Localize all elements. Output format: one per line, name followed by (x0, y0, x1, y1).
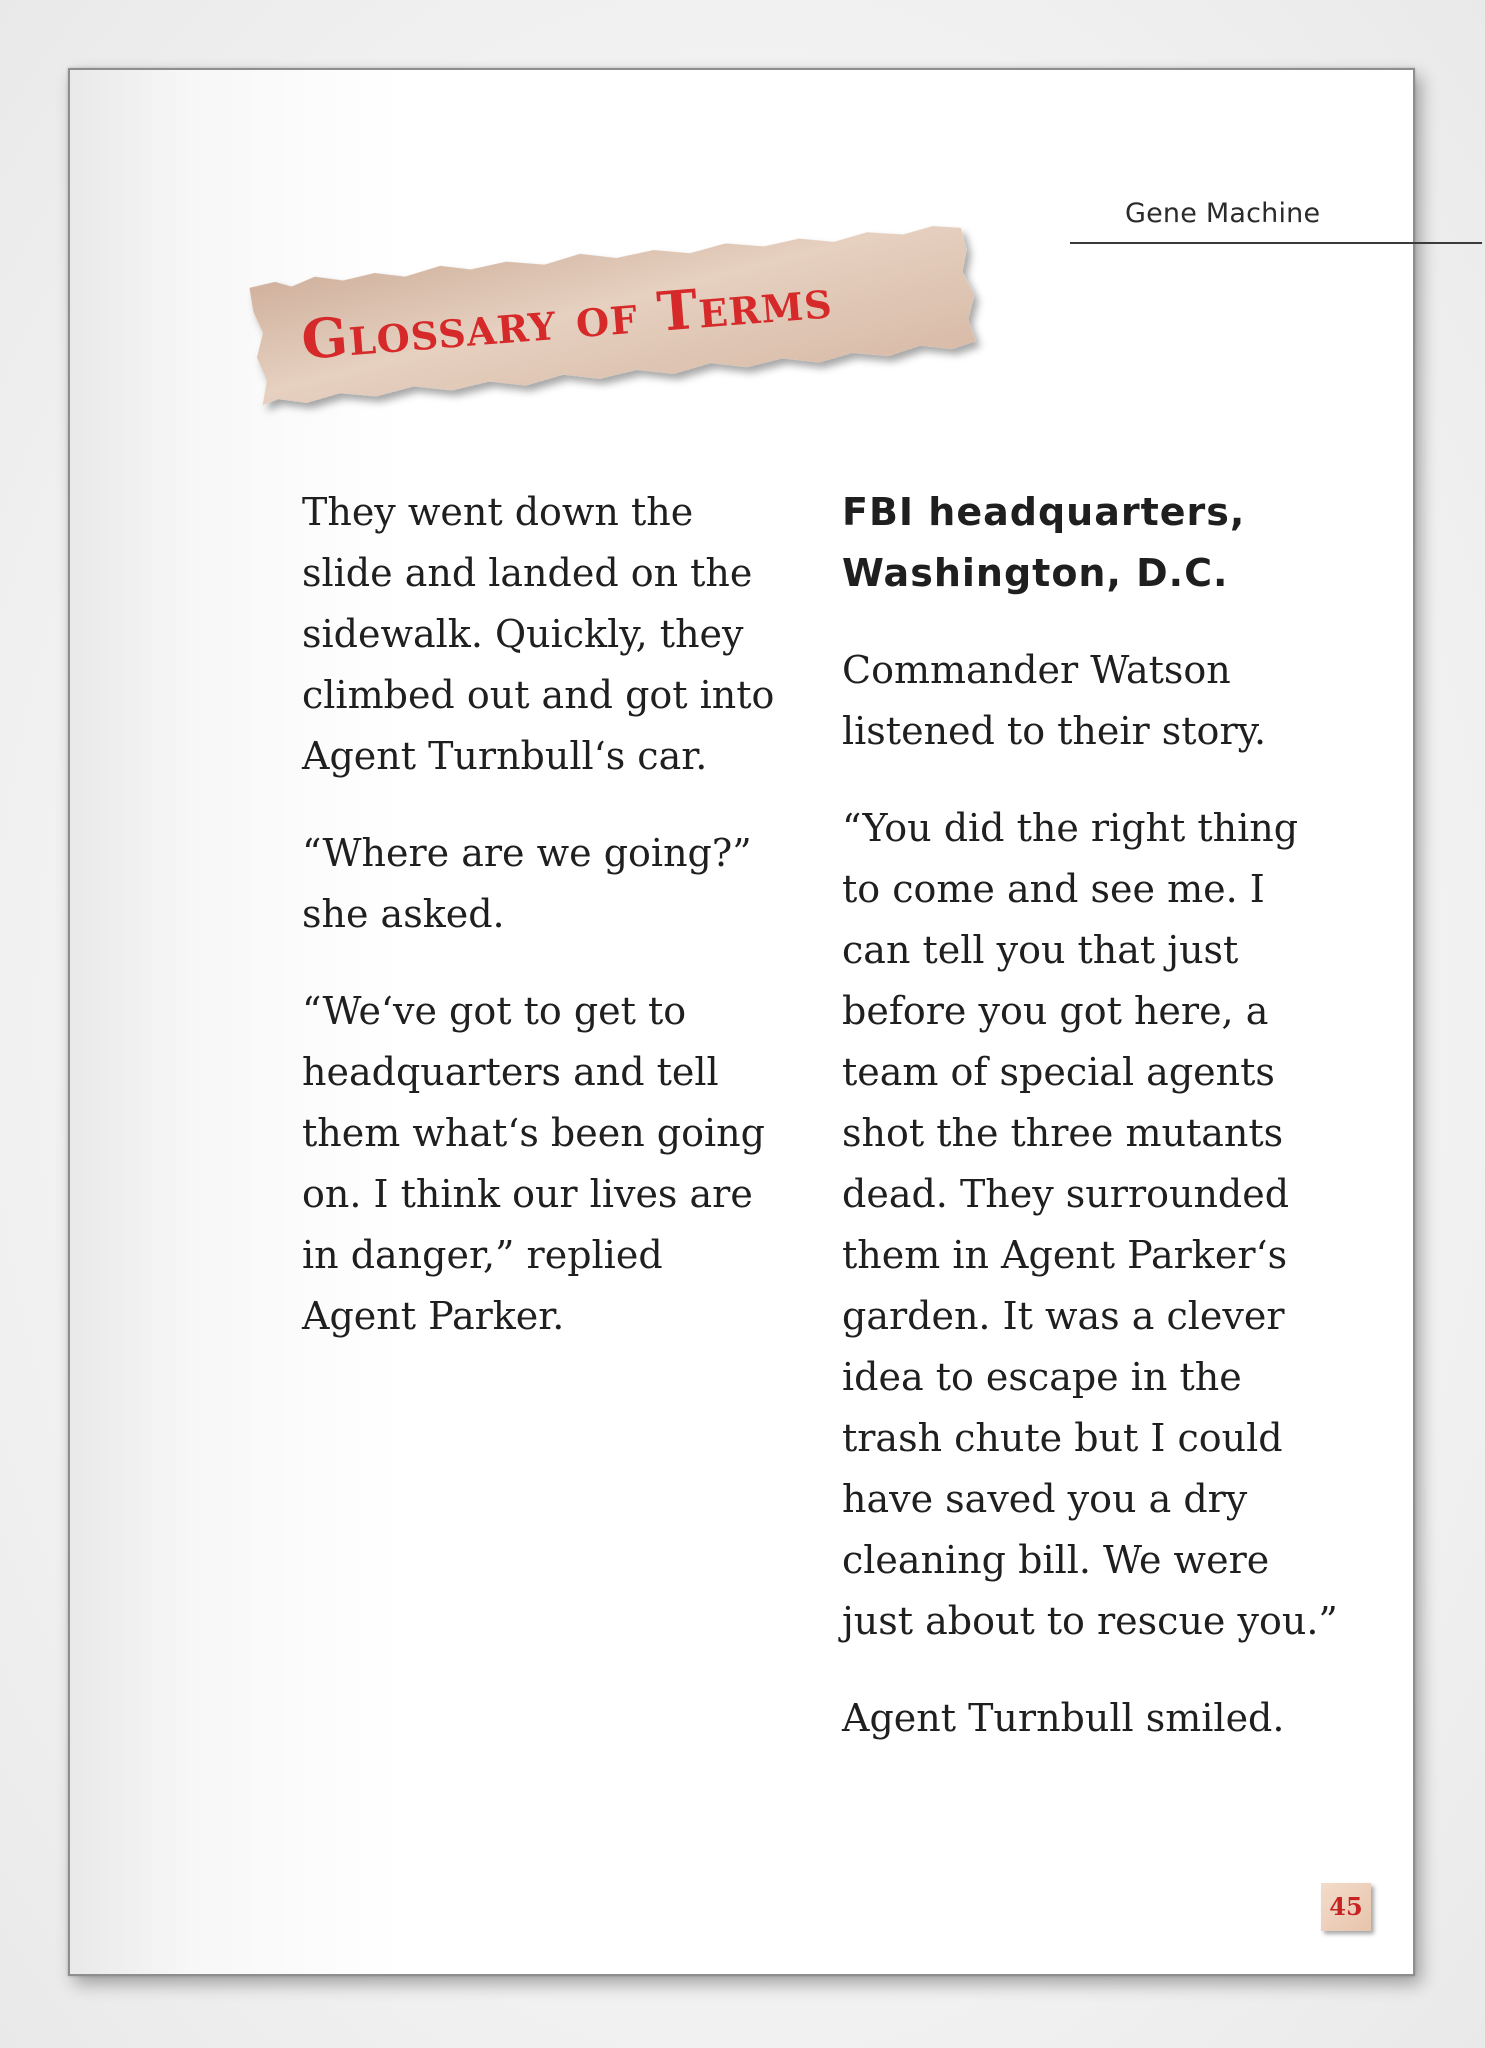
left-text-column (302, 482, 782, 1383)
running-head-rule (1070, 242, 1482, 244)
paragraph: “We‘ve got to get to headquarters and tell them what‘s been going on. I think our lives are in danger,” replied Agent Parker. (302, 989, 765, 1338)
glossary-title: Glossary of Terms (299, 266, 835, 372)
running-head: Gene Machine (1125, 198, 1321, 229)
location-line: Washington, D.C. (842, 551, 1229, 595)
location-line: FBI headquarters, (842, 490, 1246, 534)
paragraph: “Where are we going?” she asked. (302, 831, 752, 936)
paragraph: “You did the right thing to come and see me. I can tell you that just before you got here, a team of special agents shot the three mutants dead. They surrounded them in Agent Parker‘s garden. It was a clever idea to escape in the trash chute but I could have saved you a dry cleaning bill. We were just about to rescue you.” (842, 806, 1338, 1643)
right-text-column (842, 482, 1342, 1785)
paragraph: Commander Watson listened to their story. (842, 648, 1267, 753)
paragraph: Agent Turnbull smiled. (842, 1696, 1285, 1740)
paragraph: They went down the slide and landed on the sidewalk. Quickly, they climbed out and got into Agent Turnbull‘s car. (302, 490, 775, 778)
page-number: 45 (1321, 1883, 1371, 1931)
book-page (68, 68, 1415, 1976)
scene-location-heading (842, 482, 1342, 604)
glossary-banner (244, 208, 994, 426)
